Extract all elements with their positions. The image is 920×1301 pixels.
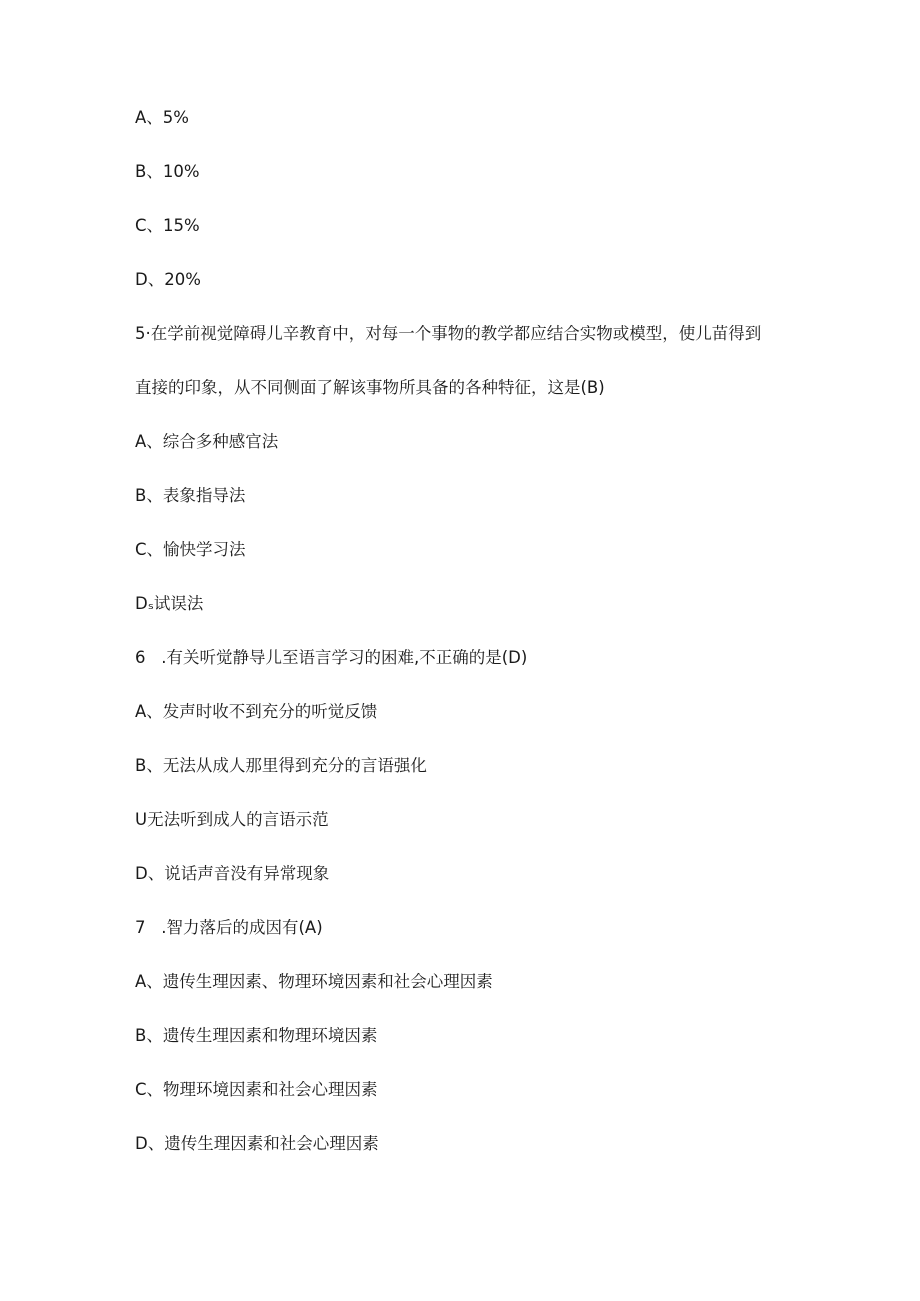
option-line: A、5% [135, 108, 189, 127]
document-body [135, 106, 761, 1186]
option-line: B、10% [135, 162, 200, 181]
question-line: 6 .有关听觉静导儿至语言学习的困难,不正确的是(D) [135, 648, 528, 667]
option-line: D、20% [135, 270, 201, 289]
question-line: 7 .智力落后的成因有(A) [135, 918, 323, 937]
question-line: 直接的印象，从不同侧面了解该事物所具备的各种特征，这是(B) [135, 378, 605, 397]
option-line: D、说话声音没有异常现象 [135, 864, 330, 883]
option-line: A、发声时收不到充分的听觉反馈 [135, 702, 378, 721]
option-line: C、物理环境因素和社会心理因素 [135, 1080, 378, 1099]
option-line: U无法听到成人的言语示范 [135, 810, 329, 829]
option-line: D、遗传生理因素和社会心理因素 [135, 1134, 379, 1153]
option-line: C、15% [135, 216, 200, 235]
option-line: B、无法从成人那里得到充分的言语强化 [135, 756, 427, 775]
option-line: A、综合多种感官法 [135, 432, 279, 451]
option-line: B、表象指导法 [135, 486, 246, 505]
question-line: 5·在学前视觉障碍儿辛教育中，对每一个事物的教学都应结合实物或模型，使儿苗得到 [135, 324, 762, 343]
option-line: B、遗传生理因素和物理环境因素 [135, 1026, 378, 1045]
option-line: A、遗传生理因素、物理环境因素和社会心理因素 [135, 972, 493, 991]
option-line: Dₛ试误法 [135, 594, 204, 613]
option-line: C、愉快学习法 [135, 540, 246, 559]
